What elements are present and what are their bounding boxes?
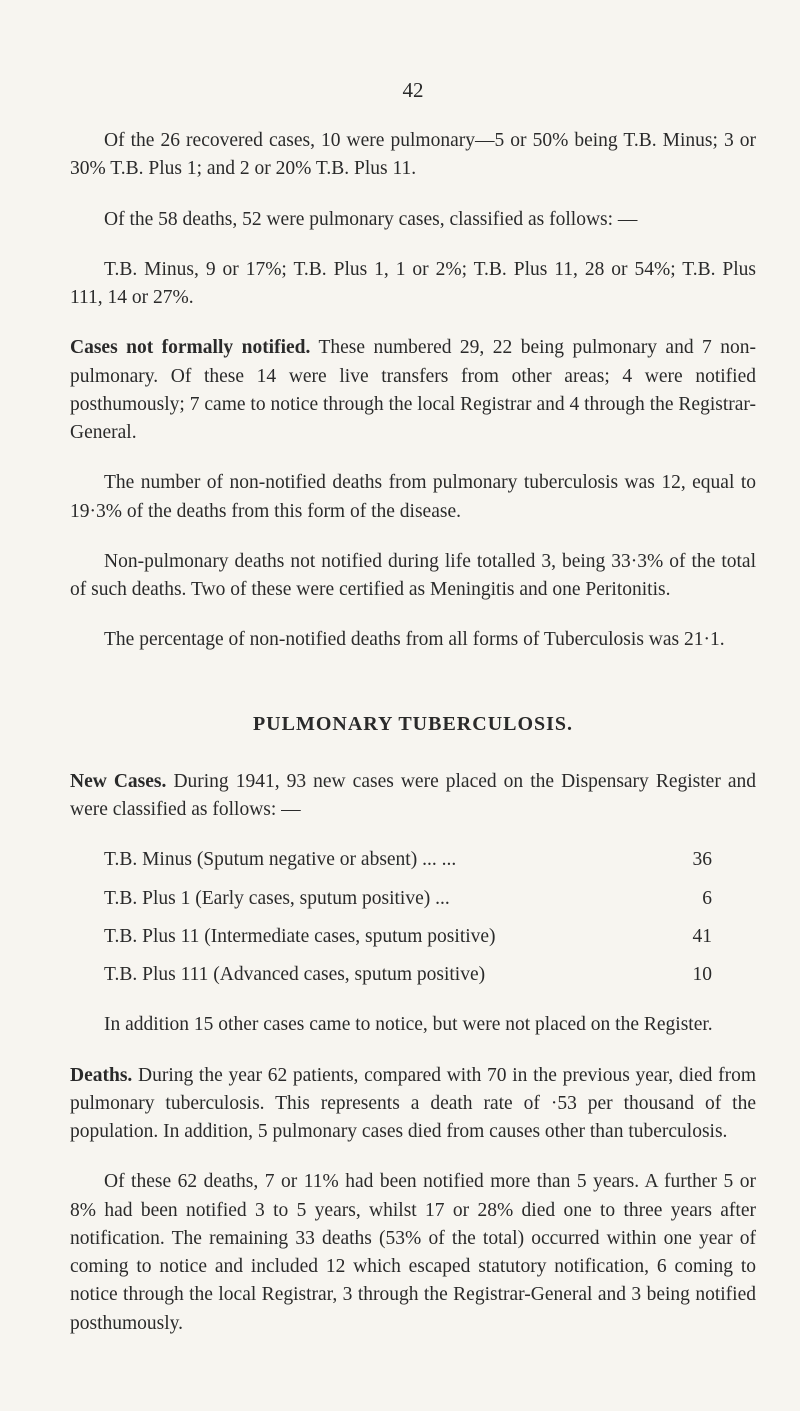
classification-list: [70, 846, 756, 989]
new-cases-body: During 1941, 93 new cases were placed on the Dispensary Register and were classified as follows: —: [70, 770, 757, 820]
deaths-classification-paragraph: T.B. Minus, 9 or 17%; T.B. Plus 1, 1 or 2%; T.B. Plus 11, 28 or 54%; T.B. Plus 111, 14 or 27%.: [70, 258, 756, 309]
list-item: [104, 923, 712, 951]
classification-count: 36: [692, 849, 712, 871]
deaths-summary-paragraph: Of the 58 deaths, 52 were pulmonary cases, classified as follows: —: [104, 208, 638, 230]
not-notified-paragraph: [70, 334, 756, 447]
not-notified-heading: Cases not formally notified.: [70, 337, 311, 359]
classification-count: 6: [702, 887, 712, 909]
new-cases-paragraph: [70, 768, 756, 825]
non-notified-pulmonary-paragraph: The number of non-notified deaths from pulmonary tuberculosis was 12, equal to 19·3% of the deaths from this form of the disease.: [70, 472, 756, 522]
deaths-heading: Deaths.: [70, 1064, 133, 1086]
non-pulmonary-paragraph: Non-pulmonary deaths not notified during life totalled 3, being 33·3% of the total of such deaths. Two of these were certified as Meningitis and one Peritonitis.: [70, 550, 756, 601]
classification-count: 41: [692, 925, 712, 947]
list-item: [104, 961, 712, 989]
classification-label: T.B. Plus 111 (Advanced cases, sputum positive): [104, 964, 486, 986]
list-item: [104, 885, 712, 913]
addition-paragraph: In addition 15 other cases came to notice, but were not placed on the Register.: [104, 1014, 713, 1036]
classification-count: 10: [692, 964, 712, 986]
deaths-body: During the year 62 patients, compared with 70 in the previous year, died from pulmonary tuberculosis. This represents a death rate of ·53 per thousand of the population. In addition, 5 pulmonary cases died from causes other than tuberculosis.: [70, 1064, 756, 1143]
percentage-paragraph: The percentage of non-notified deaths from all forms of Tuberculosis was 21·1.: [104, 629, 725, 651]
not-notified-body: These numbered 29, 22 being pulmonary and 7 non-pulmonary. Of these 14 were live transfers from other areas; 4 were notified posthumously; 7 came to notice through the local Registrar and 4 through the Registrar-General.: [70, 337, 756, 444]
classification-label: T.B. Minus (Sputum negative or absent) ... ...: [104, 849, 457, 871]
recovered-cases-paragraph: Of the 26 recovered cases, 10 were pulmonary—5 or 50% being T.B. Minus; 3 or 30% T.B. Plus 1; and 2 or 20% T.B. Plus 11.: [70, 130, 756, 180]
new-cases-heading: New Cases.: [70, 770, 167, 792]
list-item: [104, 846, 712, 874]
classification-label: T.B. Plus 11 (Intermediate cases, sputum positive): [104, 925, 496, 947]
page-number: 42: [402, 78, 424, 102]
deaths-detail-paragraph: Of these 62 deaths, 7 or 11% had been notified more than 5 years. A further 5 or 8% had been notified 3 to 5 years, whilst 17 or 28% died one to three years after notification. The remaining 33 deaths (53% of the total) occurred within one year of coming to notice and included 12 which escaped statutory notification, 6 coming to notice through the local Registrar, 3 through the Registrar-General and 3 being notified posthumously.: [70, 1171, 756, 1334]
section-title: PULMONARY TUBERCULOSIS.: [252, 712, 574, 735]
deaths-paragraph: [70, 1062, 756, 1147]
classification-label: T.B. Plus 1 (Early cases, sputum positive) ...: [104, 887, 450, 909]
